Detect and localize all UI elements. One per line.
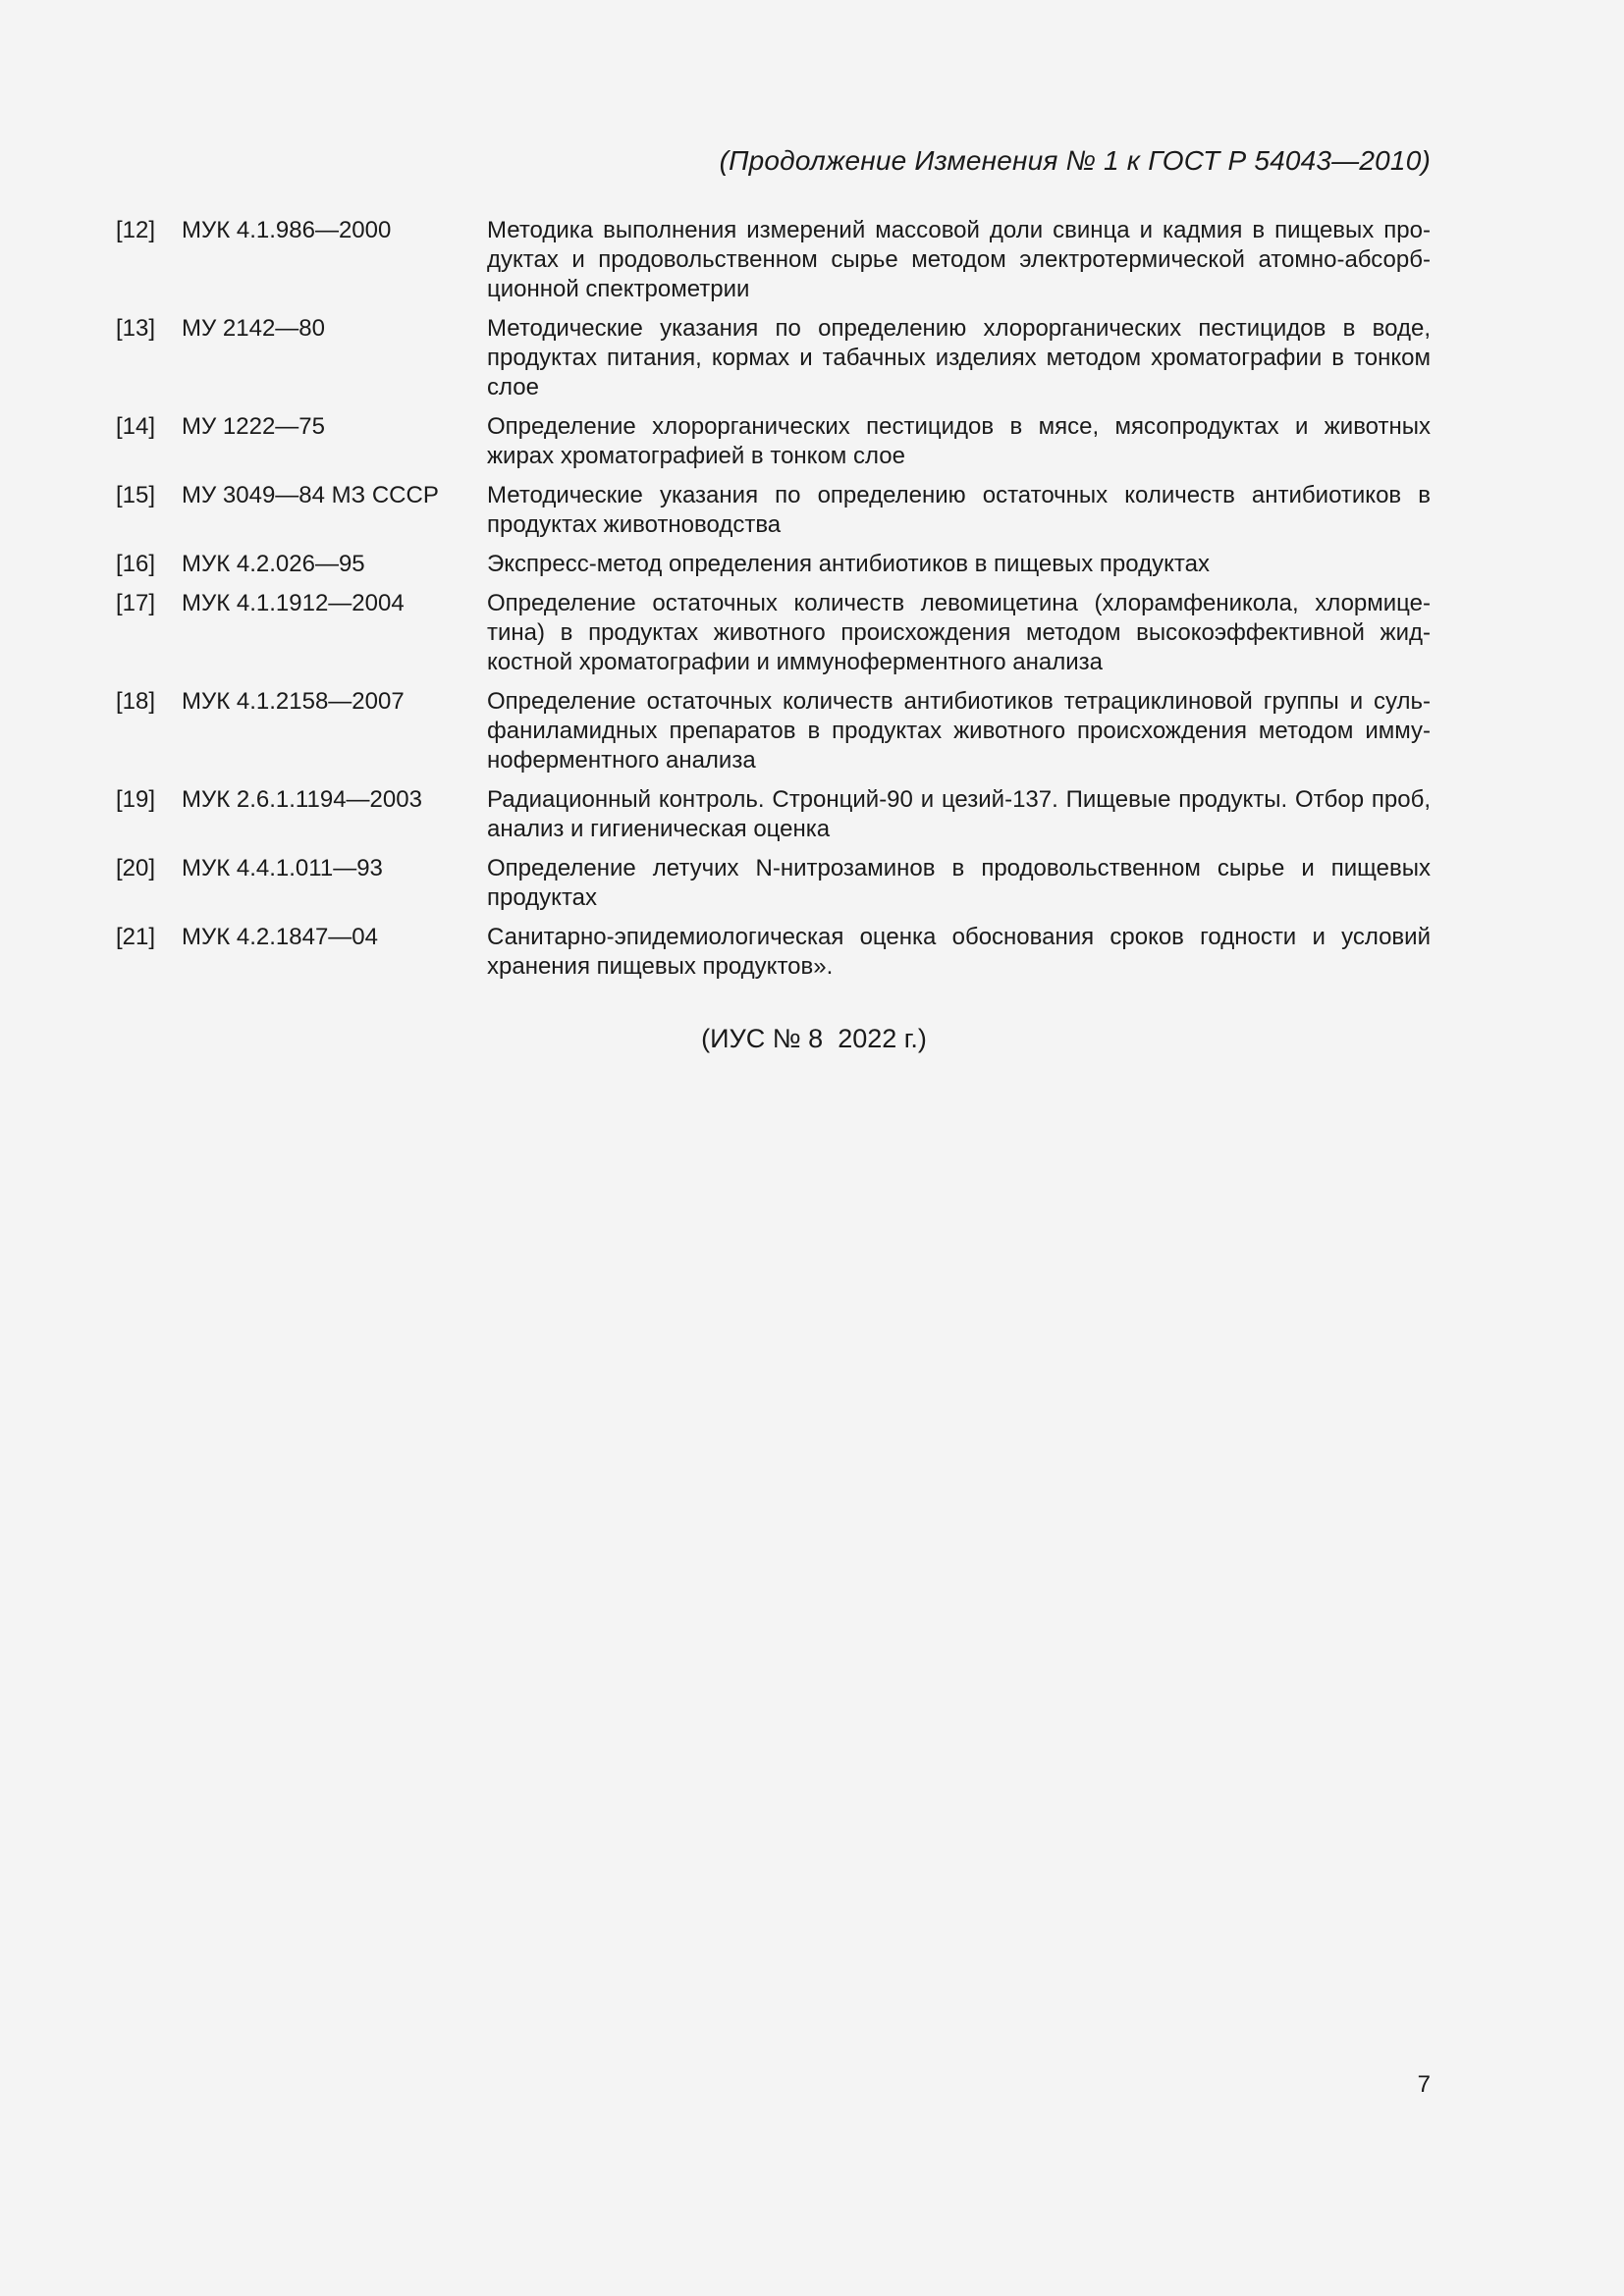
reference-item <box>116 550 1431 579</box>
reference-code: МУК 4.1.2158—2007 <box>182 688 405 715</box>
reference-code: МУК 4.1.1912—2004 <box>182 590 405 616</box>
reference-code: МУ 2142—80 <box>182 315 325 342</box>
reference-item <box>116 216 1431 304</box>
reference-number: [19] <box>116 786 156 813</box>
reference-number: [12] <box>116 217 156 243</box>
reference-title: Методика выполнения измерений массовой доли свинца и кадмия в пищевых продуктах и продовольственном сырье методом электротермической атомно-абсорбционной спектрометрии <box>487 217 1431 302</box>
reference-title: Радиационный контроль. Стронций-90 и цезий-137. Пищевые продукты. Отбор проб, анализ и гигиеническая оценка <box>487 786 1431 842</box>
reference-code: МУК 2.6.1.1194—2003 <box>182 786 422 813</box>
reference-number: [13] <box>116 315 156 342</box>
reference-number: [16] <box>116 551 156 577</box>
running-title: (Продолжение Изменения № 1 к ГОСТ Р 54043—2010) <box>719 145 1431 176</box>
reference-number: [14] <box>116 413 156 440</box>
references-list <box>116 216 1431 991</box>
reference-number: [20] <box>116 855 156 881</box>
reference-code: МУК 4.2.1847—04 <box>182 924 379 950</box>
reference-code: МУК 4.1.986—2000 <box>182 217 392 243</box>
reference-title: Экспресс-метод определения антибиотиков в пищевых продуктах <box>487 551 1210 577</box>
reference-item <box>116 785 1431 844</box>
reference-title: Определение остаточных количеств антибиотиков тетрациклиновой группы и сульфаниламидных препаратов в продуктах животного происхождения методом иммуноферментного анализа <box>487 688 1431 774</box>
ius-note <box>0 1024 1624 1054</box>
reference-item <box>116 412 1431 471</box>
reference-item <box>116 687 1431 775</box>
reference-item <box>116 314 1431 402</box>
reference-number: [21] <box>116 924 156 950</box>
reference-item <box>116 854 1431 913</box>
reference-title: Определение остаточных количеств левомицетина (хлорамфеникола, хлормицетина) в продуктах животного происхождения методом высокоэффективной жидкостной хроматографии и иммуноферментного анализа <box>487 590 1431 675</box>
reference-number: [18] <box>116 688 156 715</box>
reference-number: [15] <box>116 482 156 508</box>
reference-item <box>116 481 1431 540</box>
reference-title: Определение хлорорганических пестицидов в мясе, мясопродуктах и животных жирах хроматографией в тонком слое <box>487 413 1431 469</box>
reference-item <box>116 923 1431 982</box>
reference-code: МУ 3049—84 МЗ СССР <box>182 482 439 508</box>
reference-number: [17] <box>116 590 156 616</box>
reference-title: Методические указания по определению остаточных количеств антибиотиков в продуктах животноводства <box>487 482 1431 538</box>
reference-title: Санитарно-эпидемиологическая оценка обоснования сроков годности и условий хранения пищевых продуктов». <box>487 924 1431 980</box>
reference-title: Методические указания по определению хлорорганических пестицидов в воде, продуктах питания, кормах и табачных изделиях методом хроматографии в тонком слое <box>487 315 1431 400</box>
reference-code: МУ 1222—75 <box>182 413 325 440</box>
ius-note-text: (ИУС № 8 2022 г.) <box>701 1024 927 1053</box>
reference-code: МУК 4.4.1.011—93 <box>182 855 383 881</box>
reference-code: МУК 4.2.026—95 <box>182 551 365 577</box>
page-number: 7 <box>1417 2071 1431 2098</box>
reference-item <box>116 589 1431 677</box>
reference-title: Определение летучих N-нитрозаминов в продовольственном сырье и пищевых продуктах <box>487 855 1431 911</box>
